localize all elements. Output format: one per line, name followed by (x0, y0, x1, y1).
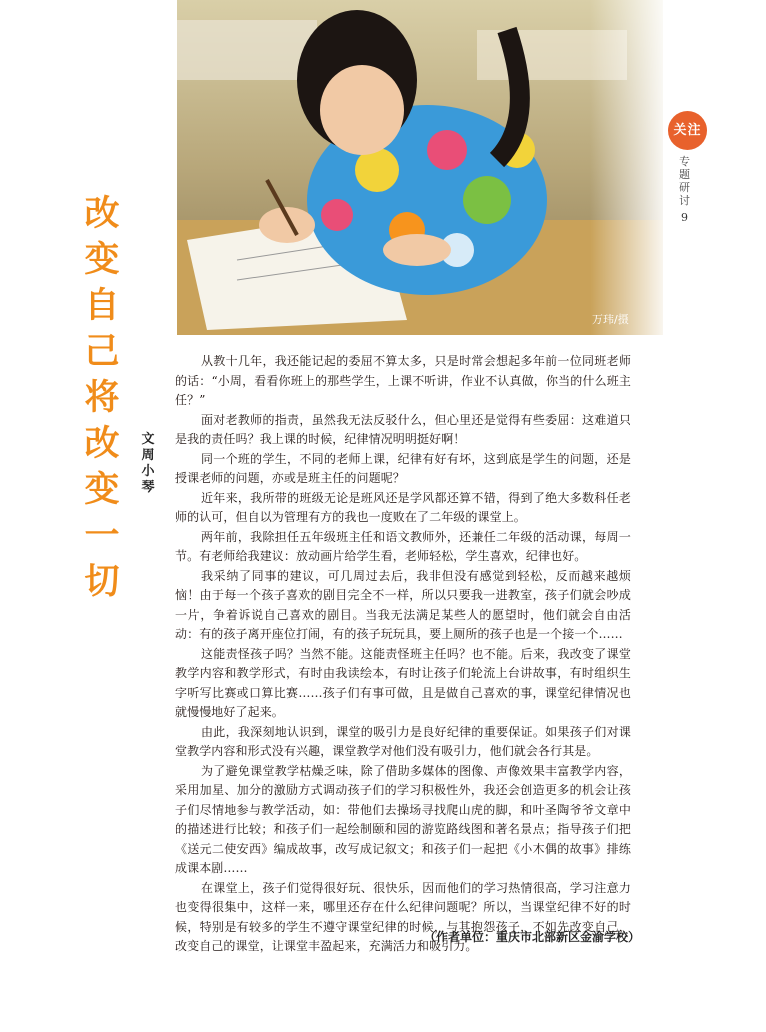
girl-writing-illustration (177, 0, 663, 335)
body-paragraph: 由此，我深刻地认识到，课堂的吸引力是良好纪律的重要保证。如果孩子们对课堂教学内容和形式没有兴趣，课堂教学对他们没有吸引力，他们就会各行其是。 (175, 724, 631, 758)
body-paragraph: 从教十几年，我还能记起的委屈不算太多，只是时常会想起多年前一位同班老师的话：“小周，看看你班上的那些学生，上课不听讲，作业不认真做，你当的什么班主任？” (175, 354, 631, 407)
author-affiliation: （作者单位：重庆市北部新区金渝学校） (424, 930, 641, 944)
page-number: 9 (681, 211, 688, 224)
article-photo (177, 0, 663, 335)
body-paragraph: 两年前，我除担任五年级班主任和语文教师外，还兼任二年级的活动课，每周一节。有老师给我建议：放动画片给学生看，老师轻松，学生喜欢，纪律也好。 (175, 529, 631, 563)
body-paragraph: 我采纳了同事的建议，可几周过去后，我非但没有感觉到轻松，反而越来越烦恼！由于每一个孩子喜欢的剧目完全不一样，所以只要我一进教室，孩子们就会吵成一片，争着诉说自己喜欢的剧目。当我无法满足某些人的愿望时，他们就会自由活动：有的孩子离开座位打闹，有的孩子玩玩具，要上厕所的孩子也是一个接一个…… (175, 568, 631, 641)
body-paragraph: 近年来，我所带的班级无论是班风还是学风都还算不错，得到了绝大多数科任老师的认可，但自以为管理有方的我也一度败在了二年级的课堂上。 (175, 490, 631, 524)
body-paragraph: 为了避免课堂教学枯燥乏味，除了借助多媒体的图像、声像效果丰富教学内容，采用加星、加分的激励方式调动孩子们的学习积极性外，我还会创造更多的机会让孩子们尽情地参与教学活动，如：带他们去操场寻找爬山虎的脚，和叶圣陶爷爷文章中的描述进行比较；和孩子们一起绘制颐和园的游览路线图和著名景点；指导孩子们把《送元二使安西》编成故事，改写成记叙文；和孩子们一起把《小木偶的故事》排练成课本剧…… (175, 763, 631, 875)
section-subtitle: 专题研讨 (679, 155, 690, 207)
body-paragraph: 在课堂上，孩子们觉得很好玩、很快乐，因而他们的学习热情很高，学习注意力也变得很集中，这样一来，哪里还存在什么纪律问题呢？所以，当课堂纪律不好的时候，特别是有较多的学生不遵守课堂纪律的时候，与其抱怨孩子，不如先改变自己，改变自己的课堂，让课堂丰盈起来，充满活力和吸引力。 (175, 880, 631, 953)
body-paragraph: 面对老教师的指责，虽然我无法反驳什么，但心里还是觉得有些委屈：这难道只是我的责任吗？我上课的时候，纪律情况明明挺好啊！ (175, 412, 631, 446)
article-author: 文周小琴 (141, 432, 155, 495)
article-body (175, 352, 631, 957)
article-title: 改变自己将改变一切 (84, 194, 120, 602)
body-paragraph: 同一个班的学生，不同的老师上课，纪律有好有坏，这到底是学生的问题，还是授课老师的问题，亦或是班主任的问题呢？ (175, 451, 631, 485)
section-badge: 关注 (668, 111, 707, 150)
body-paragraph: 这能责怪孩子吗？当然不能。这能责怪班主任吗？也不能。后来，我改变了课堂教学内容和教学形式，有时由我读绘本，有时让孩子们轮流上台讲故事，有时组织生字听写比赛或口算比赛……孩子们有事可做，且是做自己喜欢的事，课堂纪律情况也就慢慢地好了起来。 (175, 646, 631, 719)
photo-credit: 万玮/摄 (592, 313, 629, 326)
